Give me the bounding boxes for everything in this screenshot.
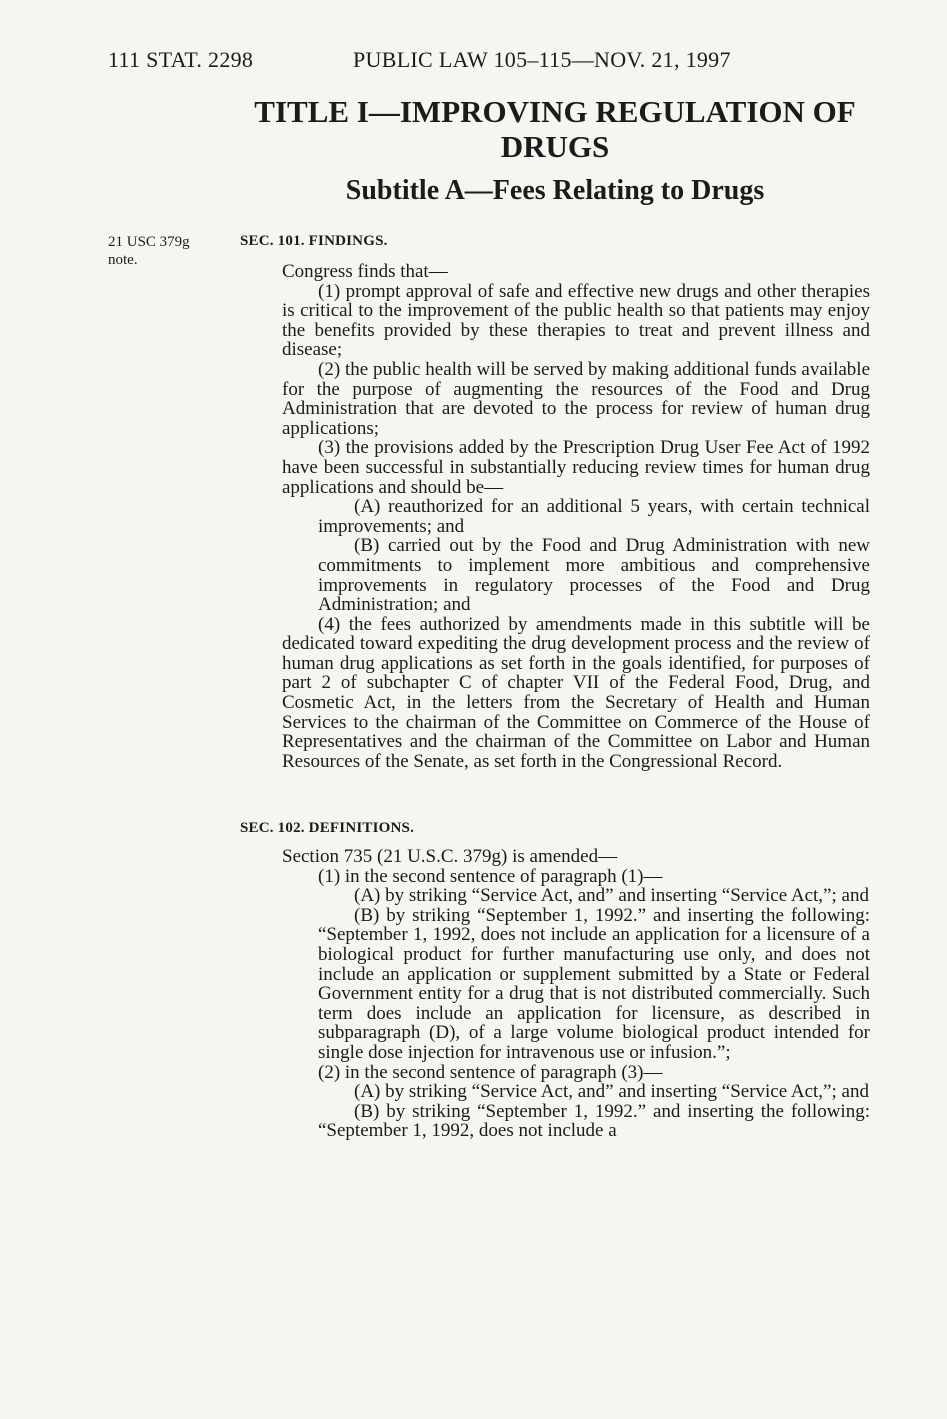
statute-page-number: 111 STAT. 2298 bbox=[108, 47, 254, 72]
title-line-1: TITLE I—IMPROVING REGULATION OF bbox=[254, 94, 856, 129]
section-101-heading: SEC. 101. FINDINGS. bbox=[240, 233, 388, 249]
amendment-1-a: (A) by striking “Service Act, and” and inserting “Service Act,”; and bbox=[354, 885, 869, 907]
margin-note-line-1: 21 USC 379g bbox=[108, 234, 190, 250]
amendment-2-a: (A) by striking “Service Act, and” and inserting “Service Act,”; and bbox=[354, 1081, 869, 1103]
amendment-1-b: (B) by striking “September 1, 1992.” and inserting the following: “September 1, 1992, does not include an application for a licensure of a biological product for further manufacturing use only, and does not include an application or supplement submitted by a State or Federal Government entity for a drug that is not distributed commercially. Such term does include an application for licensure, as described in subparagraph (D), of a large volume biological product intended for single dose injection for intravenous use or infusion.”; bbox=[318, 904, 870, 1063]
public-law-header: PUBLIC LAW 105–115—NOV. 21, 1997 bbox=[353, 47, 731, 72]
margin-note-line-2: note. bbox=[108, 252, 138, 268]
section-102-intro: Section 735 (21 U.S.C. 379g) is amended— bbox=[282, 846, 618, 867]
section-101-intro: Congress finds that— bbox=[282, 261, 448, 282]
finding-4: (4) the fees authorized by amendments made in this subtitle will be dedicated toward expediting the drug development process and the review of human drug applications as set forth in the goals identified, for purposes of part 2 of subchapter C of chapter VII of the Federal Food, Drug, and Cosmetic Act, in the letters from the Secretary of Health and Human Services to the chairman of the Committee on Commerce of the House of Representatives and the chairman of the Committee on Labor and Human Resources of the Senate, as set forth in the Congressional Record. bbox=[282, 613, 870, 772]
finding-3-b: (B) carried out by the Food and Drug Administration with new commitments to implement more ambitious and comprehensive improvements in regulatory processes of the Food and Drug Administration; and bbox=[318, 535, 870, 616]
finding-3: (3) the provisions added by the Prescription Drug User Fee Act of 1992 have been successful in substantially reducing review times for human drug applications and should be— bbox=[282, 437, 870, 498]
title-line-2: DRUGS bbox=[500, 129, 610, 164]
section-101-body bbox=[282, 262, 870, 771]
amendment-2: (2) in the second sentence of paragraph (3)— bbox=[318, 1061, 663, 1083]
finding-2: (2) the public health will be served by making additional funds available for the purpose of augmenting the resources of the Food and Drug Administration that are devoted to the process for review of human drug applications; bbox=[282, 358, 870, 439]
section-102-body bbox=[282, 847, 870, 1141]
finding-1: (1) prompt approval of safe and effective new drugs and other therapies is critical to the improvement of the public health so that patients may enjoy the benefits provided by these therapies to treat and prevent illness and disease; bbox=[282, 280, 870, 361]
margin-note bbox=[108, 233, 190, 269]
amendment-1: (1) in the second sentence of paragraph (1)— bbox=[318, 865, 663, 887]
title-heading bbox=[235, 94, 875, 164]
amendment-2-b: (B) by striking “September 1, 1992.” and inserting the following: “September 1, 1992, does not include a bbox=[318, 1100, 870, 1142]
finding-3-a: (A) reauthorized for an additional 5 years, with certain technical improvements; and bbox=[318, 496, 870, 537]
section-102-heading: SEC. 102. DEFINITIONS. bbox=[240, 820, 415, 836]
subtitle-heading: Subtitle A—Fees Relating to Drugs bbox=[345, 175, 765, 206]
